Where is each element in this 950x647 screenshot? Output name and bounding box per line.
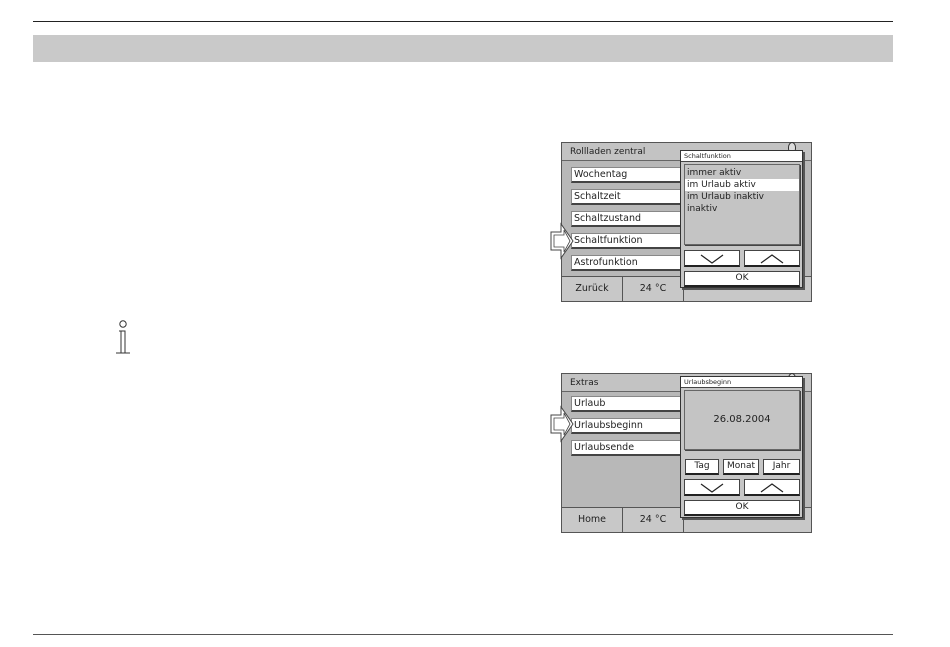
home-button[interactable]: Home [562,508,623,532]
increment-button[interactable] [744,479,800,496]
menu-item-urlaubsbeginn[interactable]: Urlaubsbeginn [571,418,681,434]
popup-urlaubsbeginn [680,376,803,518]
menu-item-astrofunktion[interactable]: Astrofunktion [571,255,681,271]
chevron-up-icon [745,252,799,266]
popup-title: Urlaubsbeginn [681,377,802,388]
scroll-down-button[interactable] [684,250,740,267]
option-im-urlaub-inaktiv[interactable]: im Urlaub inaktiv [687,192,764,202]
date-display: 26.08.2004 [684,390,800,450]
pointer-arrow-icon [549,405,575,443]
year-button[interactable]: Jahr [763,459,800,475]
temperature-readout: 24 °C [623,277,684,301]
month-button[interactable]: Monat [723,459,759,475]
pointer-arrow-icon [549,222,575,260]
bottom-rule [33,634,893,635]
screen-title: Extras [562,374,811,392]
chevron-down-icon [685,481,739,495]
option-inaktiv[interactable]: inaktiv [687,204,718,214]
screen-title: Rollladen zentral [562,143,811,161]
menu-item-schaltzeit[interactable]: Schaltzeit [571,189,681,205]
ok-button[interactable]: OK [684,500,800,516]
ok-button[interactable]: OK [684,271,800,287]
menu-item-urlaub[interactable]: Urlaub [571,396,681,412]
chevron-up-icon [745,481,799,495]
decrement-button[interactable] [684,479,740,496]
header-band [33,35,893,62]
day-button[interactable]: Tag [685,459,719,475]
menu-item-wochentag[interactable]: Wochentag [571,167,681,183]
info-icon [113,320,133,356]
chevron-down-icon [685,252,739,266]
option-immer-aktiv[interactable]: immer aktiv [687,168,742,178]
scroll-up-button[interactable] [744,250,800,267]
popup-schaltfunktion [680,150,803,288]
option-list [684,164,800,245]
menu-item-urlaubsende[interactable]: Urlaubsende [571,440,681,456]
option-im-urlaub-aktiv[interactable]: im Urlaub aktiv [685,179,799,191]
menu-item-schaltfunktion[interactable]: Schaltfunktion [571,233,681,249]
top-rule [33,21,893,22]
popup-title: Schaltfunktion [681,151,802,162]
temperature-readout: 24 °C [623,508,684,532]
menu-item-schaltzustand[interactable]: Schaltzustand [571,211,681,227]
back-button[interactable]: Zurück [562,277,623,301]
